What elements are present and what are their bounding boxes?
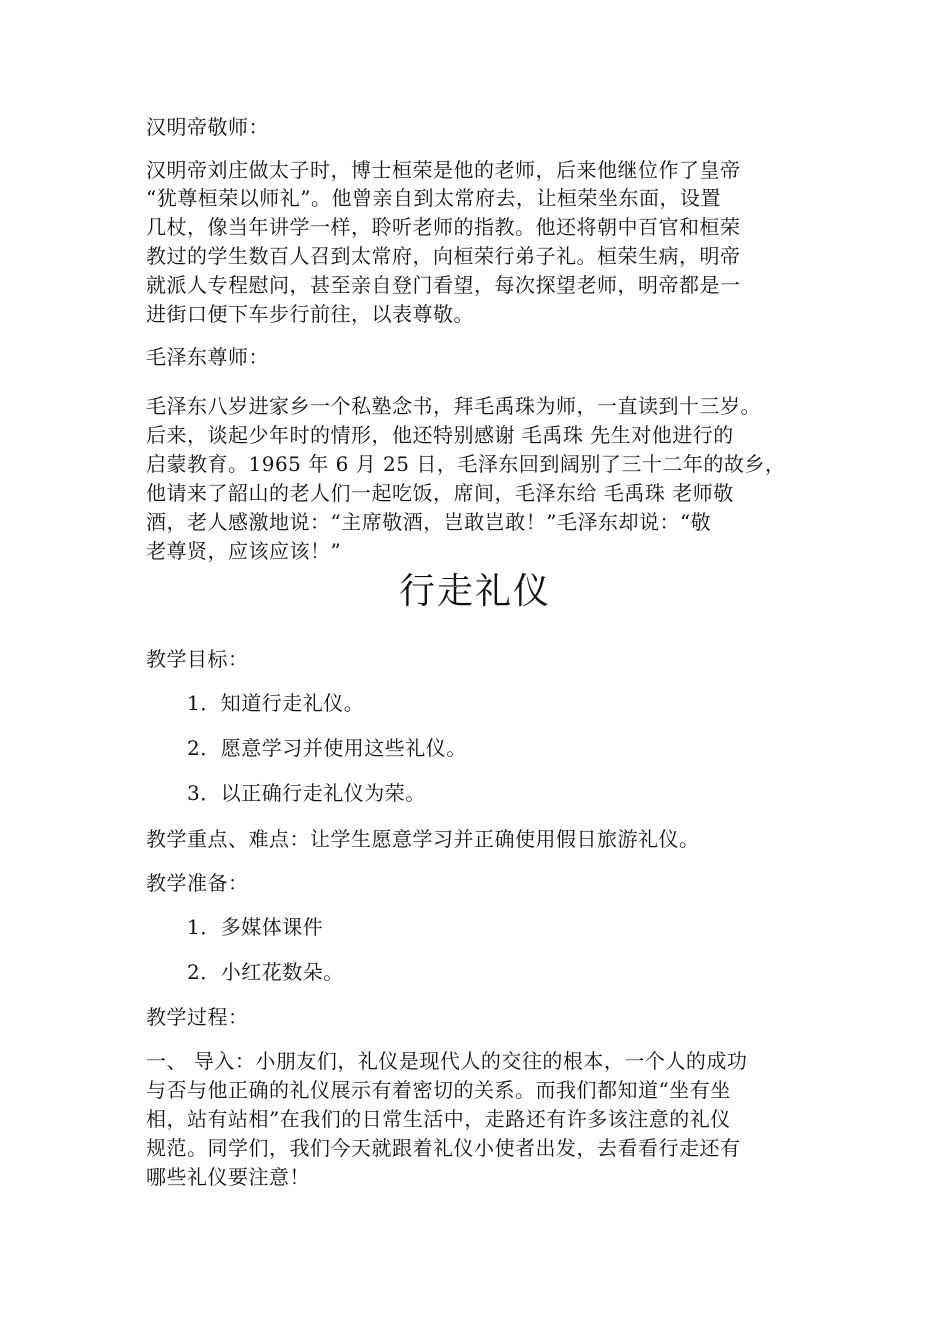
section-heading-hanmingdi: 汉明帝敬师： [146, 115, 269, 139]
paragraph-line: 后来，谈起少年时的情形，他还特别感谢 毛禹珠 先生对他进行的 [146, 423, 734, 447]
preparation-heading: 教学准备： [146, 871, 249, 895]
paragraph-line: 与否与他正确的礼仪展示有着密切的关系。而我们都知道“坐有坐 [146, 1078, 731, 1102]
list-item: 1．知道行走礼仪。 [187, 691, 365, 715]
paragraph-line: 酒，老人感激地说：“主席敬酒，岂敢岂敢！”毛泽东却说：“敬 [146, 510, 712, 534]
list-item: 2．小红花数朵。 [187, 960, 344, 984]
paragraph-line: 进街口便下车步行前往，以表尊敬。 [146, 302, 474, 326]
list-item: 3．以正确行走礼仪为荣。 [187, 781, 426, 805]
paragraph-line: 老尊贤，应该应该！” [146, 539, 342, 563]
paragraph-line: 规范。同学们，我们今天就跟着礼仪小使者出发，去看看行走还有 [146, 1136, 741, 1160]
paragraph-line: 毛泽东八岁进家乡一个私塾念书，拜毛禹珠为师，一直读到十三岁。 [146, 394, 761, 418]
paragraph-line: 汉明帝刘庄做太子时，博士桓荣是他的老师，后来他继位作了皇帝 [146, 158, 741, 182]
paragraph-line: “犹尊桓荣以师礼”。他曾亲自到太常府去，让桓荣坐东面，设置 [146, 186, 721, 210]
paragraph-line: 就派人专程慰问，甚至亲自登门看望，每次探望老师，明帝都是一 [146, 273, 741, 297]
objectives-heading: 教学目标： [146, 647, 249, 671]
list-item: 2．愿意学习并使用这些礼仪。 [187, 736, 467, 760]
paragraph-line: 几杖，像当年讲学一样，聆听老师的指教。他还将朝中百官和桓荣 [146, 215, 741, 239]
paragraph-line: 相，站有站相”在我们的日常生活中，走路还有许多该注意的礼仪 [146, 1107, 731, 1131]
list-item: 1．多媒体课件 [187, 915, 324, 939]
key-points: 教学重点、难点：让学生愿意学习并正确使用假日旅游礼仪。 [146, 827, 700, 851]
process-heading: 教学过程： [146, 1005, 249, 1029]
paragraph-line: 教过的学生数百人召到太常府，向桓荣行弟子礼。桓荣生病，明帝 [146, 244, 741, 268]
paragraph-line: 一、 导入：小朋友们，礼仪是现代人的交往的根本，一个人的成功 [146, 1049, 748, 1073]
section-heading-maozedong: 毛泽东尊师： [146, 345, 269, 369]
paragraph-line: 启蒙教育。1965 年 6 月 25 日，毛泽东回到阔别了三十二年的故乡， [146, 452, 786, 476]
paragraph-line: 哪些礼仪要注意！ [146, 1165, 310, 1189]
paragraph-line: 他请来了韶山的老人们一起吃饭，席间，毛泽东给 毛禹珠 老师敬 [146, 481, 734, 505]
lesson-title: 行走礼仪 [398, 571, 551, 612]
